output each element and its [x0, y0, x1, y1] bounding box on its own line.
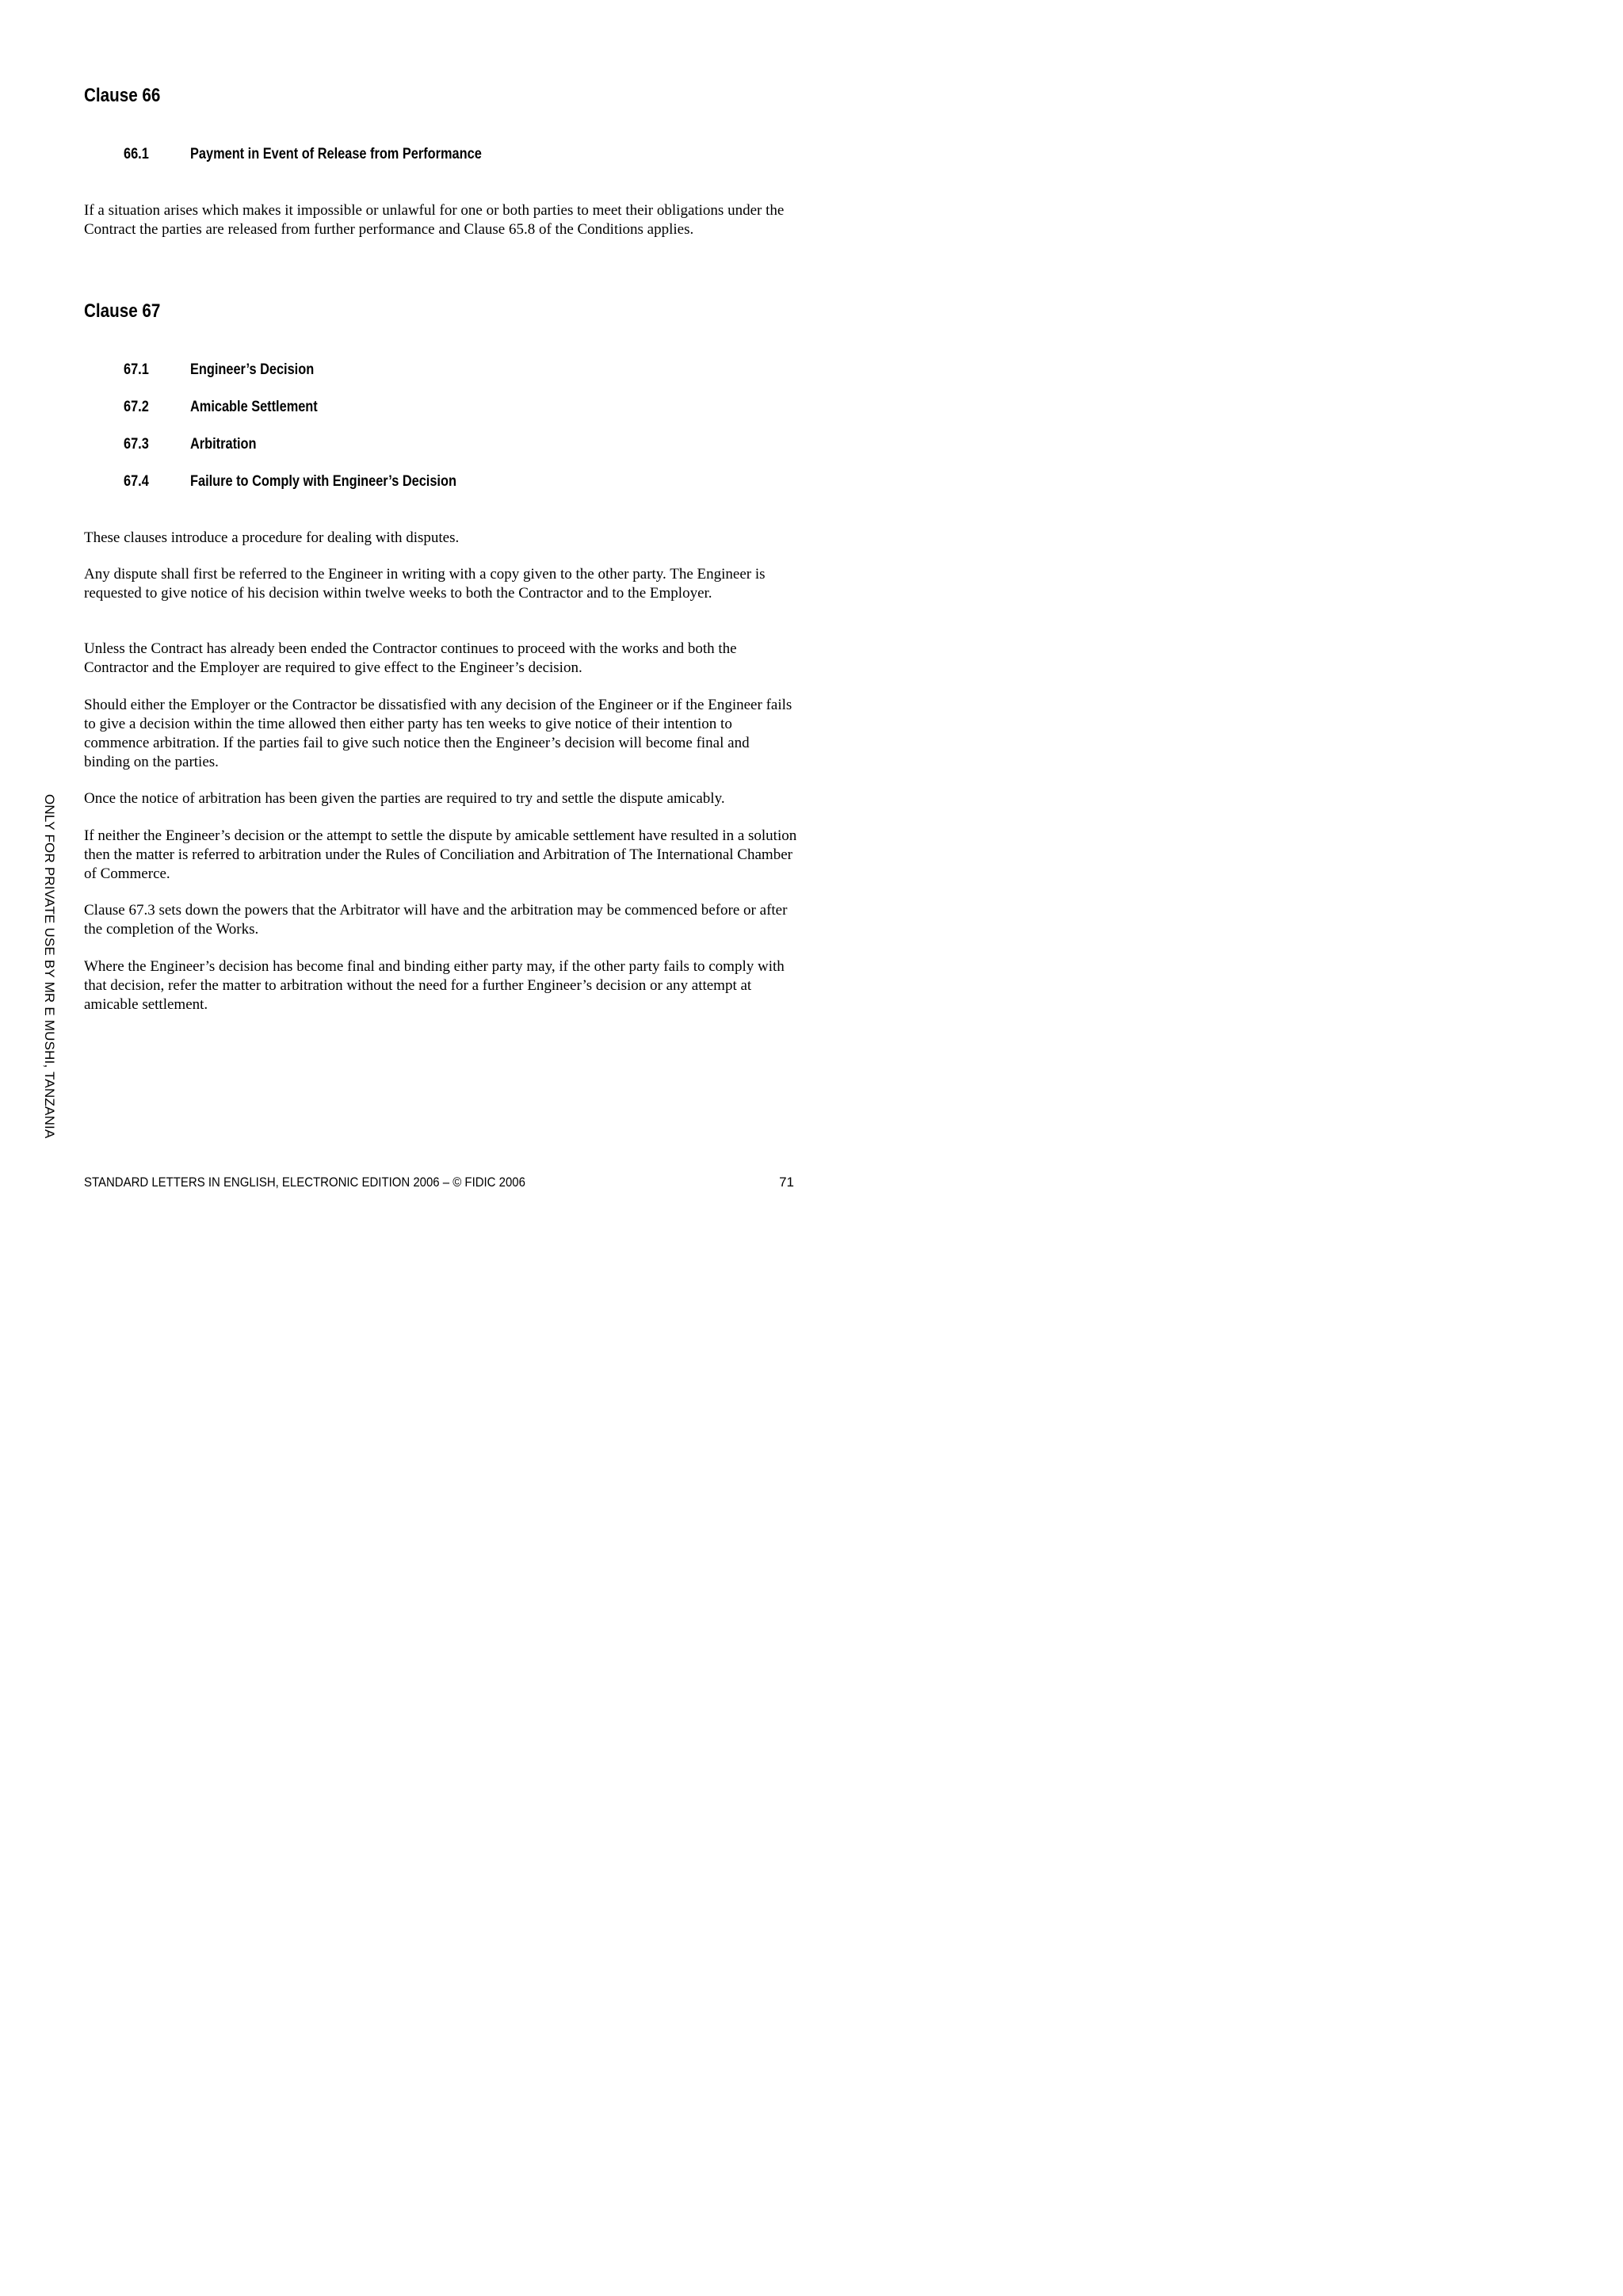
clause-67-paragraph-3: Unless the Contract has already been ended the Contractor continues to proceed with the works and both the Contractor and the Employer are required to give effect to the Engineer’s decision. [84, 640, 737, 676]
subclause-title: Amicable Settlement [190, 399, 318, 415]
private-use-watermark: ONLY FOR PRIVATE USE BY MR E MUSHI, TANZANIA [42, 794, 57, 1139]
clause-67-paragraph-7: Clause 67.3 sets down the powers that the Arbitrator will have and the arbitration may be commenced before or after the completion of the Works. [84, 902, 788, 938]
subclause-number: 67.1 [124, 361, 149, 378]
subclause-title: Engineer’s Decision [190, 361, 315, 378]
clause-67-paragraph-6: If neither the Engineer’s decision or the attempt to settle the dispute by amicable settlement have resulted in a solution then the matter is referred to arbitration under the Rules of Conciliation and Arbitration of The International Chamber of Commerce. [84, 827, 797, 882]
subclause-number: 66.1 [124, 146, 149, 162]
subclause-number: 67.2 [124, 399, 149, 415]
clause-67-paragraph-4: Should either the Employer or the Contractor be dissatisfied with any decision of the Engineer or if the Engineer fails to give a decision within the time allowed then either party has ten weeks to give notice of their intention to commence arbitration. If the parties fail to give such notice then the Engineer’s decision will become final and binding on the parties. [84, 697, 792, 770]
clause-67-paragraph-1: These clauses introduce a procedure for dealing with disputes. [84, 529, 460, 546]
subclause-number: 67.4 [124, 473, 149, 490]
clause-67-paragraph-2: Any dispute shall first be referred to the Engineer in writing with a copy given to the other party. The Engineer is requested to give notice of his decision within twelve weeks to both the Contractor and to the Employer. [84, 566, 766, 602]
clause-66-paragraph: If a situation arises which makes it impossible or unlawful for one or both parties to meet their obligations under the Contract the parties are released from further performance and Clause 65.8 of the Conditions applies. [84, 202, 785, 238]
clause-66-heading: Clause 66 [84, 85, 161, 106]
clause-67-heading: Clause 67 [84, 300, 161, 322]
subclause-title: Arbitration [190, 436, 257, 453]
footer-copyright: STANDARD LETTERS IN ENGLISH, ELECTRONIC EDITION 2006 – © FIDIC 2006 [84, 1175, 525, 1190]
subclause-title: Payment in Event of Release from Performance [190, 146, 482, 162]
clause-67-paragraph-8: Where the Engineer’s decision has become final and binding either party may, if the other party fails to comply with that decision, refer the matter to arbitration without the need for a further Engineer’s decision or any attempt at amicable settlement. [84, 958, 785, 1013]
subclause-number: 67.3 [124, 436, 149, 453]
page-number: 71 [779, 1175, 794, 1190]
subclause-title: Failure to Comply with Engineer’s Decision [190, 473, 456, 490]
clause-67-paragraph-5: Once the notice of arbitration has been given the parties are required to try and settle the dispute amicably. [84, 790, 725, 807]
